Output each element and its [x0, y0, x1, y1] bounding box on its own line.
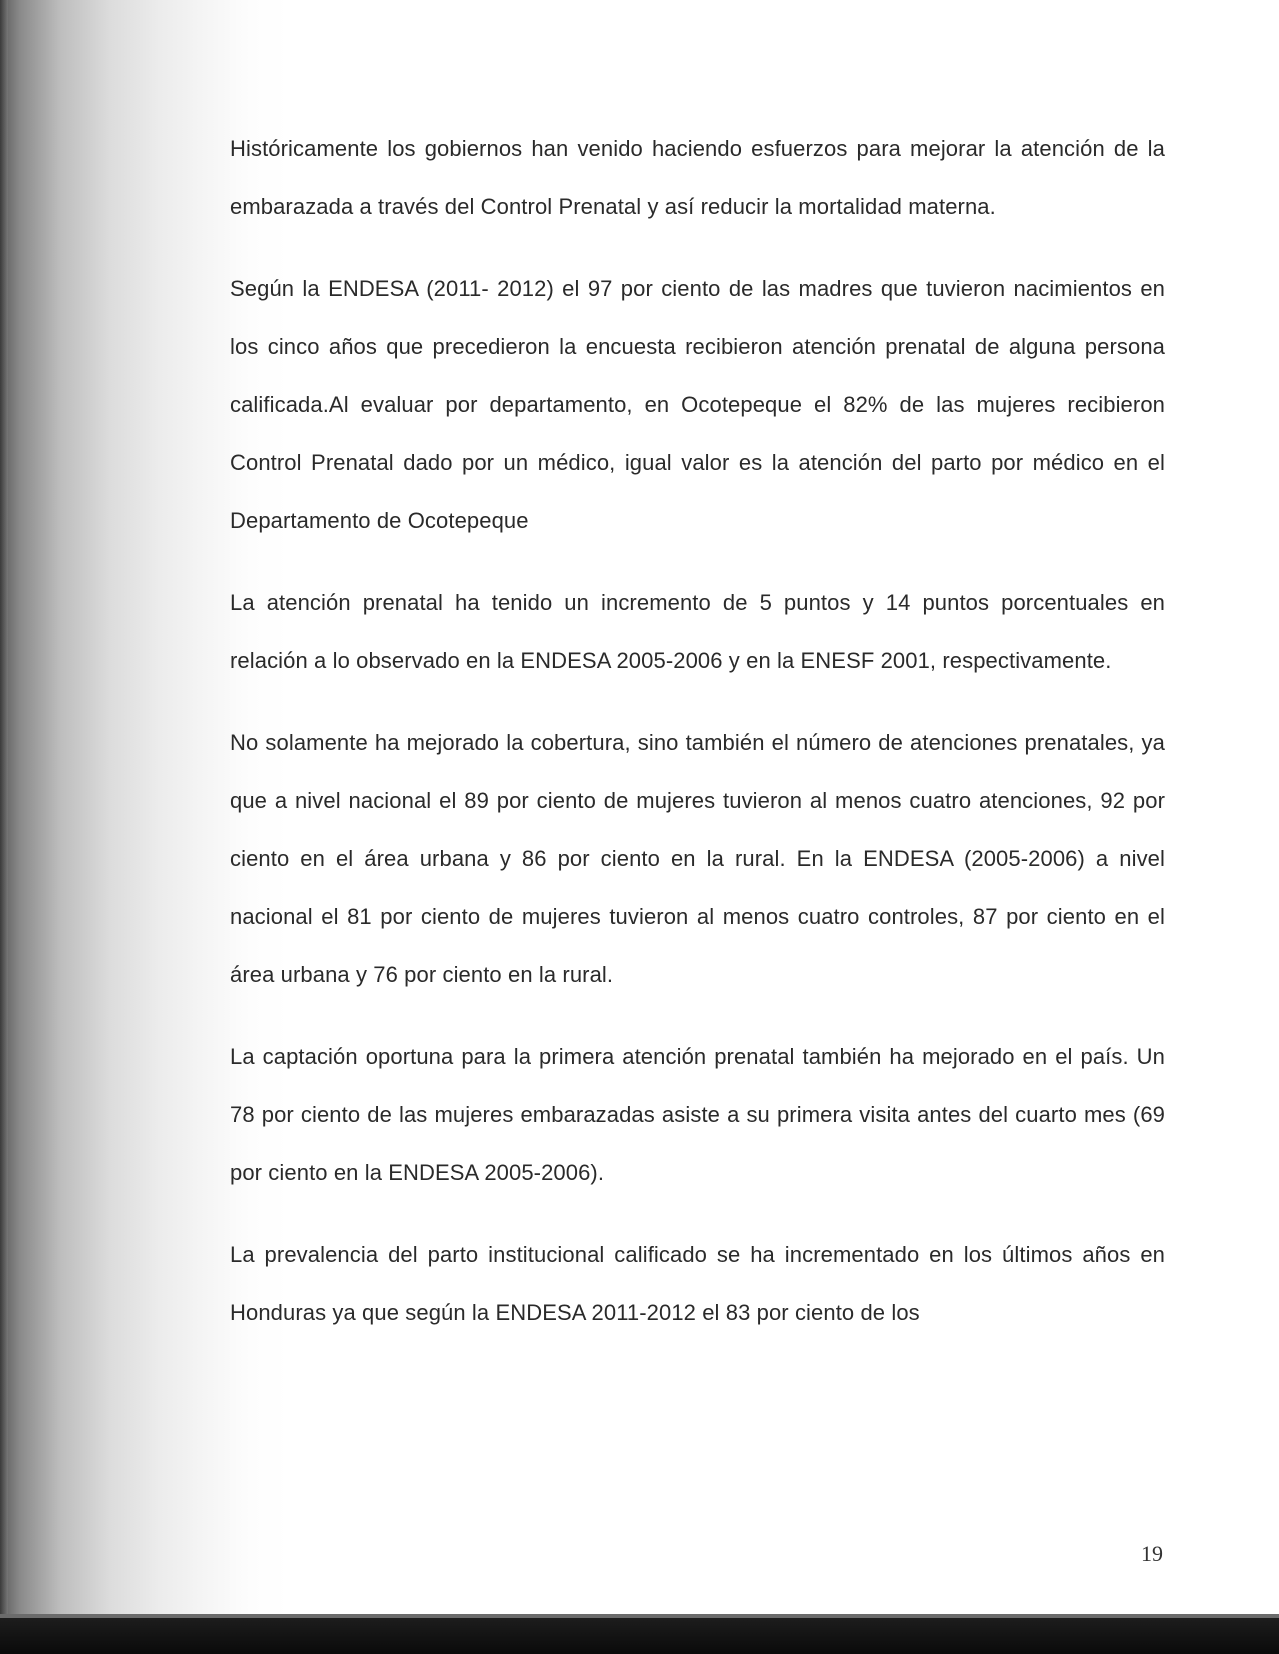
page-number: 19	[1141, 1541, 1163, 1566]
book-gutter-shadow	[0, 0, 8, 1654]
paragraph-3: La atención prenatal ha tenido un incremento de 5 puntos y 14 puntos porcentuales en relación a lo observado en la ENDESA 2005-2006 y en la ENESF 2001, respectivamente.	[230, 590, 1165, 673]
paragraph-1: Históricamente los gobiernos han venido haciendo esfuerzos para mejorar la atención de la embarazada a través del Control Prenatal y así reducir la mortalidad materna.	[230, 136, 1165, 219]
paragraph-5: La captación oportuna para la primera atención prenatal también ha mejorado en el país. Un 78 por ciento de las mujeres embarazadas asiste a su primera visita antes del cuarto mes (69 por ciento en la ENDESA 2005-2006).	[230, 1044, 1165, 1185]
paragraph-2: Según la ENDESA (2011- 2012) el 97 por ciento de las madres que tuvieron nacimientos en los cinco años que precedieron la encuesta recibieron atención prenatal de alguna persona calificada.Al evaluar por departamento, en Ocotepeque el 82% de las mujeres recibieron Control Prenatal dado por un médico, igual valor es la atención del parto por médico en el Departamento de Ocotepeque	[230, 276, 1165, 533]
paragraph-6: La prevalencia del parto institucional calificado se ha incrementado en los últimos años en Honduras ya que según la ENDESA 2011-2012 el 83 por ciento de los	[230, 1242, 1165, 1325]
body-text	[230, 120, 1165, 1366]
scanner-bottom-edge	[0, 1614, 1279, 1654]
paragraph-4: No solamente ha mejorado la cobertura, sino también el número de atenciones prenatales, ya que a nivel nacional el 89 por ciento de mujeres tuvieron al menos cuatro atenciones, 92 por ciento en el área urbana y 86 por ciento en la rural. En la ENDESA (2005-2006) a nivel nacional el 81 por ciento de mujeres tuvieron al menos cuatro controles, 87 por ciento en el área urbana y 76 por ciento en la rural.	[230, 730, 1165, 987]
